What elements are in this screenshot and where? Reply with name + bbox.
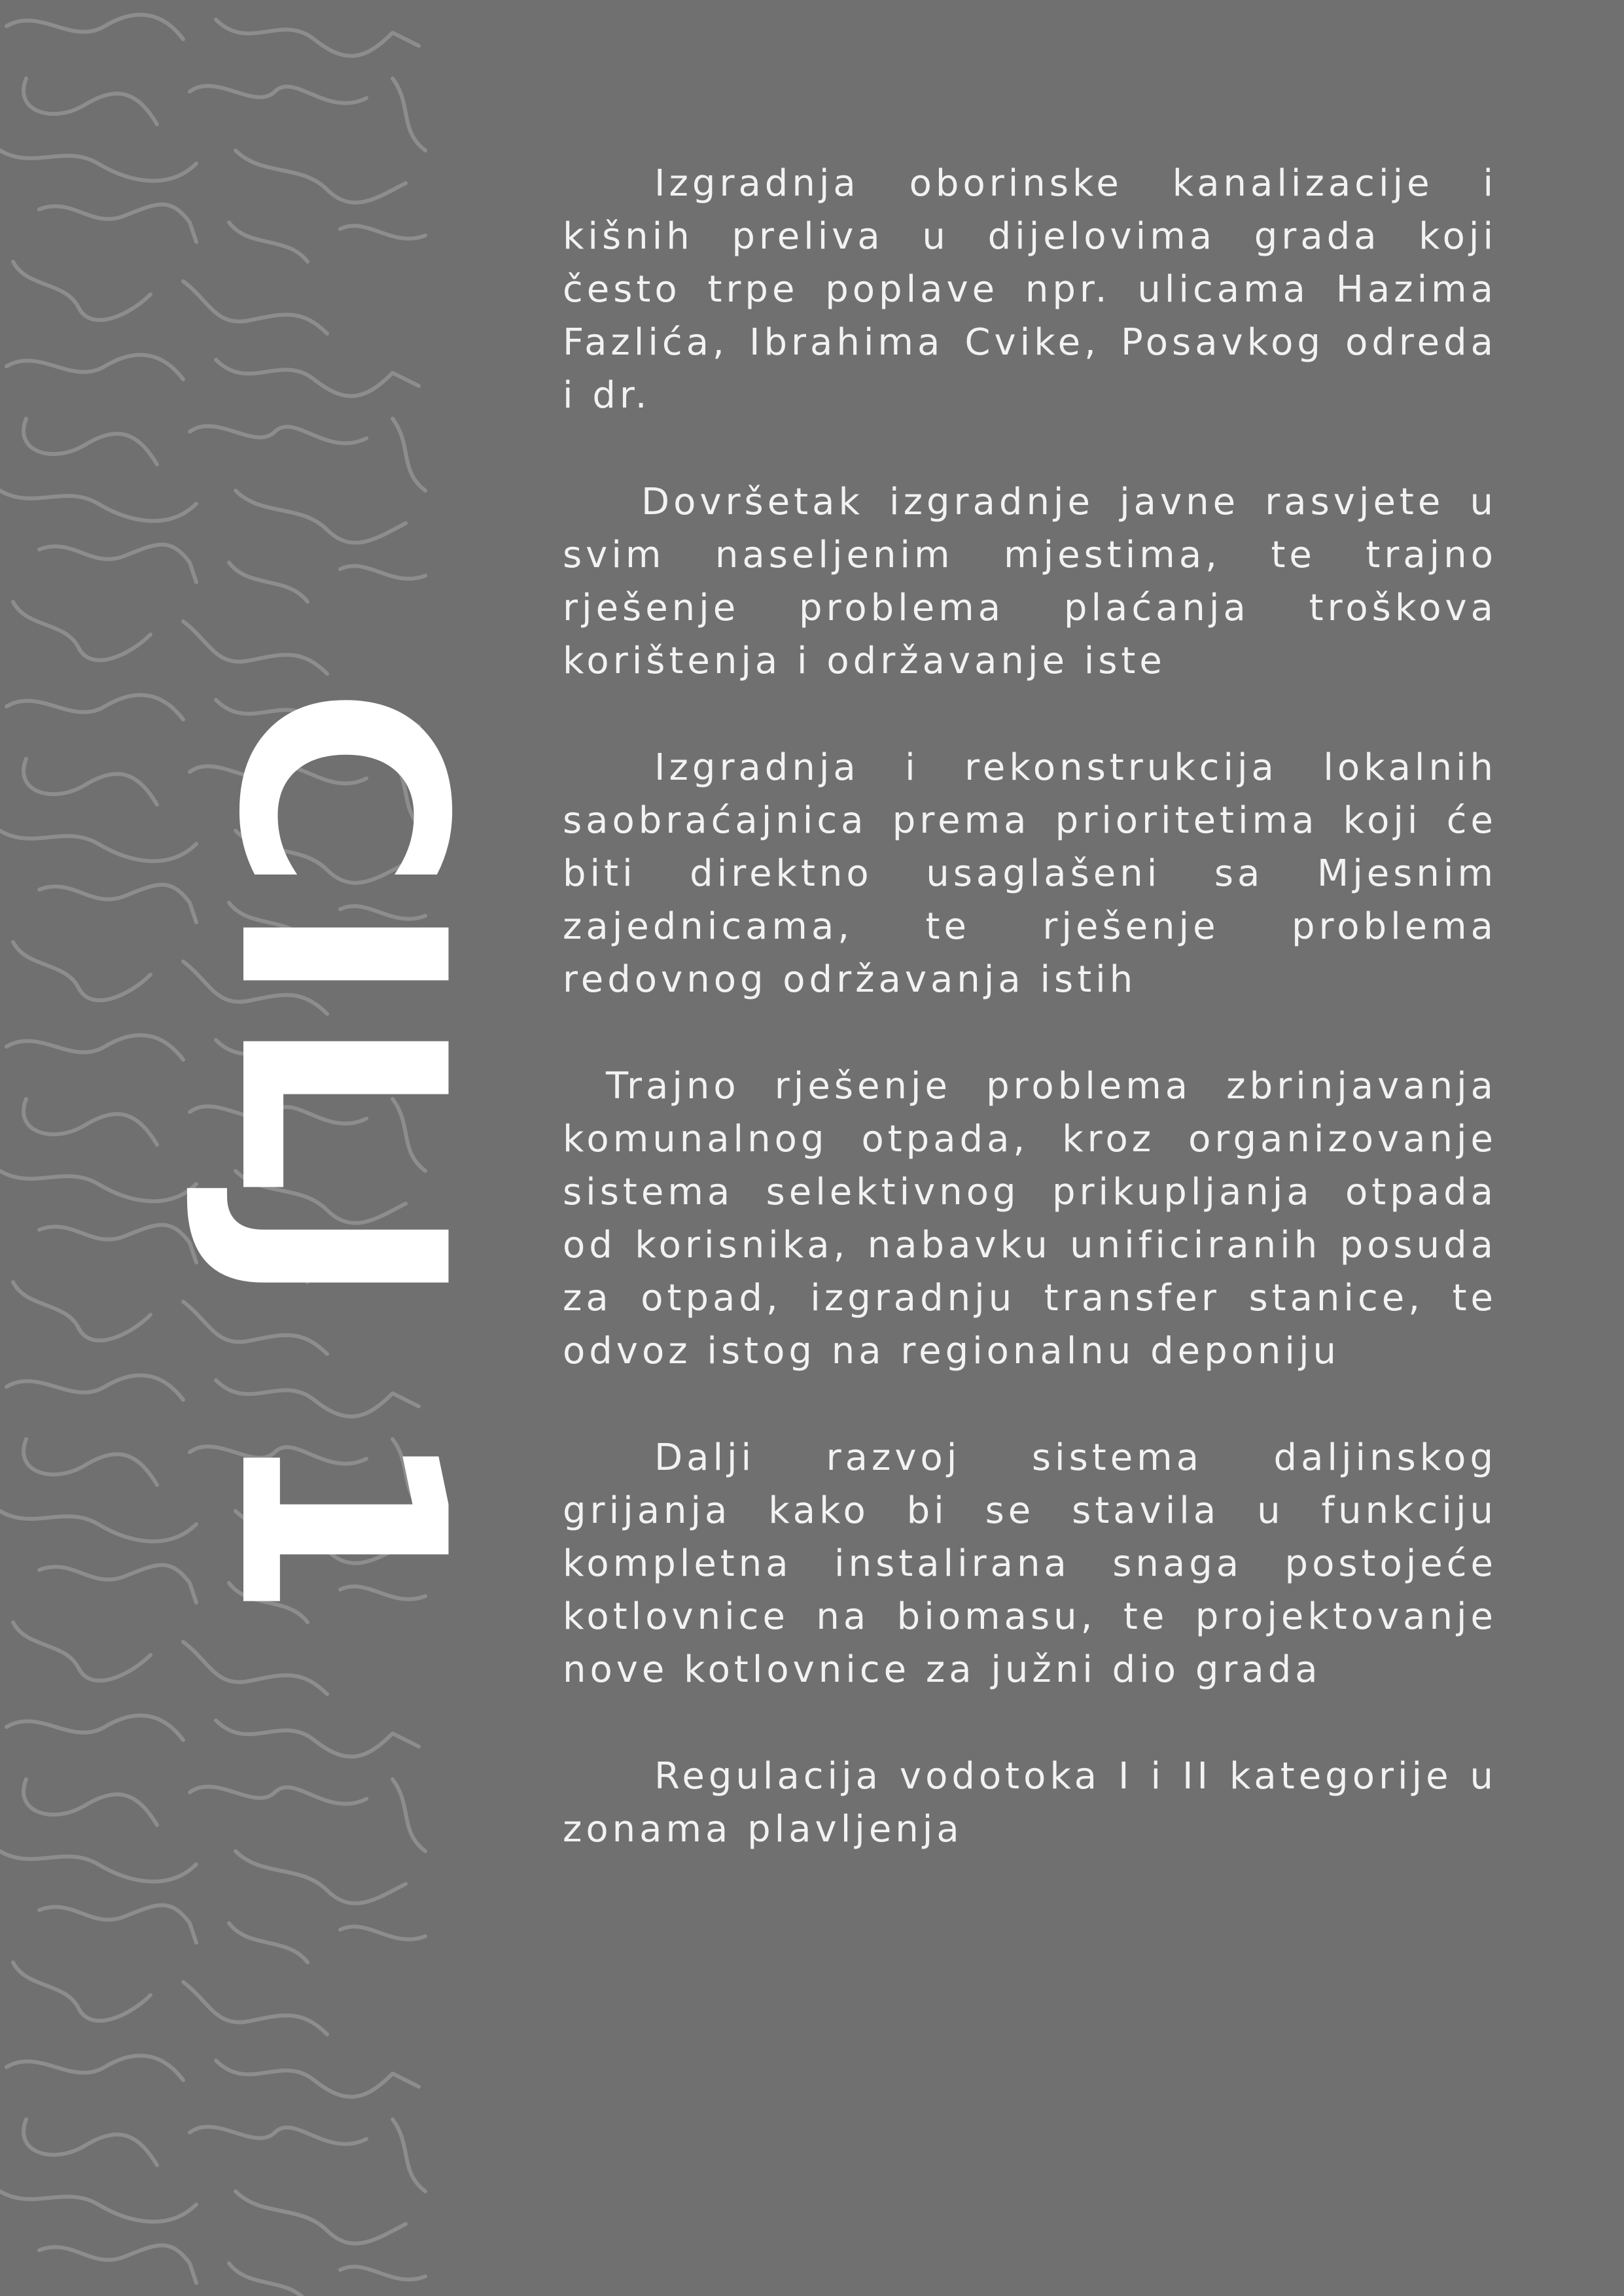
goals-text-column (563, 157, 1497, 1909)
page-title: CILJ 1 (177, 686, 504, 1630)
paragraph-watercourse-regulation: Regulacija vodotoka I i II kategorije u zonama plavljenja (563, 1755, 1497, 1851)
paragraph-public-lighting: Dovršetak izgradnje javne rasvjete u svim naseljenim mjestima, te trajno rješenje problema plaćanja troškova korištenja i održavanje iste (563, 481, 1497, 682)
paragraph-waste-management: Trajno rješenje problema zbrinjavanja komunalnog otpada, kroz organizovanje sistema selektivnog prikupljanja otpada od korisnika, nabavku unificiranih posuda za otpad, izgradnju transfer stanice, te odvoz istog na regionalnu deponiju (563, 1065, 1497, 1372)
paragraph-stormwater-sewer: Izgradnja oborinske kanalizacije i kišnih preliva u dijelovima grada koji često trpe poplave npr. ulicama Hazima Fazlića, Ibrahima Cvike, Posavkog odreda i dr. (563, 162, 1497, 417)
vertical-title-container (177, 628, 504, 1688)
paragraph-local-roads: Izgradnja i rekonstrukcija lokalnih saobraćajnica prema prioritetima koji će biti direktno usaglašeni sa Mjesnim zajednicama, te rješenje problema redovnog održavanja istih (563, 746, 1497, 1001)
paragraph-district-heating: Dalji razvoj sistema daljinskog grijanja kako bi se stavila u funkciju kompletna instalirana snaga postojeće kotlovnice na biomasu, te projektovanje nove kotlovnice za južni dio grada (563, 1436, 1497, 1691)
